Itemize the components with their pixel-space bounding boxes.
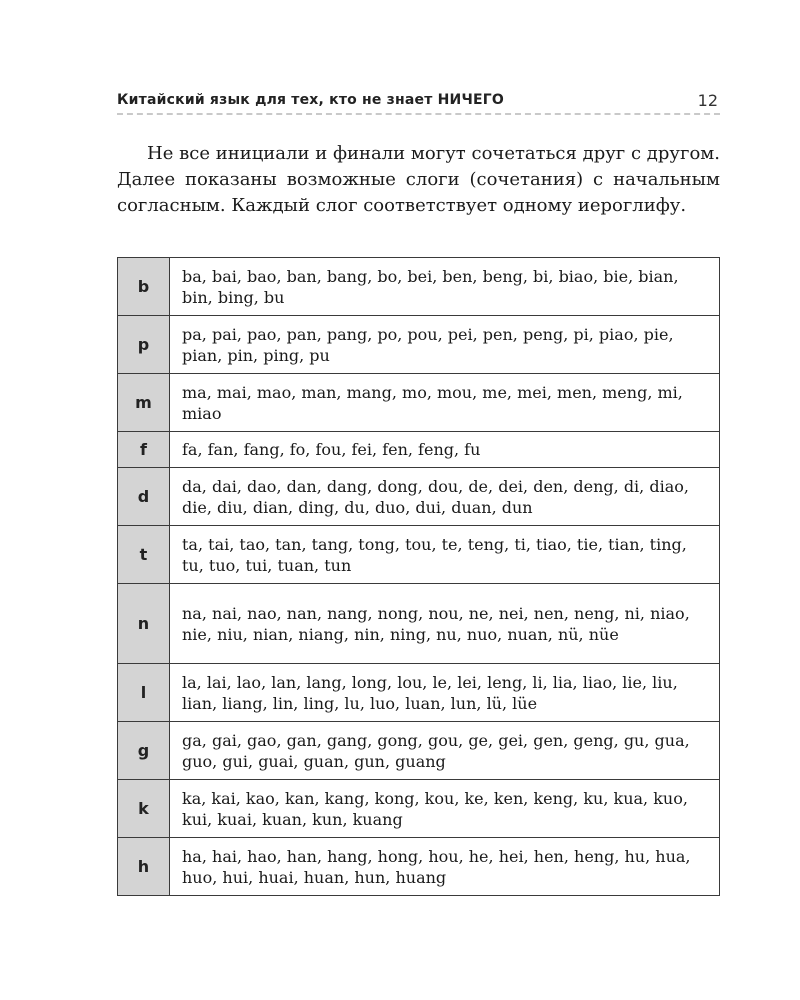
initial-cell: m [118, 374, 170, 432]
initial-cell: t [118, 526, 170, 584]
table-row [118, 526, 720, 584]
syllables-cell: da, dai, dao, dan, dang, dong, dou, de, dei, den, deng, di, diao, die, diu, dian, ding, du, duo, dui, duan, dun [170, 468, 720, 526]
initial-cell: h [118, 838, 170, 896]
page-number: 12 [692, 91, 718, 110]
syllables-cell: la, lai, lao, lan, lang, long, lou, le, lei, leng, li, lia, liao, lie, liu, lian, liang, lin, ling, lu, luo, luan, lun, lü, lüe [170, 664, 720, 722]
table-row [118, 780, 720, 838]
header-dashed-rule [117, 113, 720, 115]
table-row [118, 664, 720, 722]
intro-paragraph: Не все инициали и финали могут сочетаться друг с другом. Далее показаны возможные слоги (сочетания) с начальным согласным. Каждый слог соответствует одному иероглифу. [117, 143, 720, 216]
table-row [118, 722, 720, 780]
book-title: Китайский язык для тех, кто не знает НИЧЕГО [117, 92, 510, 108]
table-row [118, 838, 720, 896]
initial-cell: b [118, 258, 170, 316]
initial-cell: f [118, 432, 170, 468]
syllables-cell: ta, tai, tao, tan, tang, tong, tou, te, teng, ti, tiao, tie, tian, ting, tu, tuo, tui, tuan, tun [170, 526, 720, 584]
syllables-cell: ma, mai, mao, man, mang, mo, mou, me, mei, men, meng, mi, miao [170, 374, 720, 432]
table-row [118, 432, 720, 468]
syllables-cell: fa, fan, fang, fo, fou, fei, fen, feng, fu [170, 432, 720, 468]
running-header [117, 91, 720, 117]
table-row [118, 468, 720, 526]
syllables-cell: ha, hai, hao, han, hang, hong, hou, he, hei, hen, heng, hu, hua, huo, hui, huai, huan, hun, huang [170, 838, 720, 896]
table-row [118, 584, 720, 664]
syllables-cell: na, nai, nao, nan, nang, nong, nou, ne, nei, nen, neng, ni, niao, nie, niu, nian, niang, nin, ning, nu, nuo, nuan, nü, nüe [170, 584, 720, 664]
table-row [118, 316, 720, 374]
initial-cell: p [118, 316, 170, 374]
syllable-table [117, 257, 720, 896]
initial-cell: d [118, 468, 170, 526]
syllables-cell: pa, pai, pao, pan, pang, po, pou, pei, pen, peng, pi, piao, pie, pian, pin, ping, pu [170, 316, 720, 374]
syllables-cell: ba, bai, bao, ban, bang, bo, bei, ben, beng, bi, biao, bie, bian, bin, bing, bu [170, 258, 720, 316]
syllables-cell: ga, gai, gao, gan, gang, gong, gou, ge, gei, gen, geng, gu, gua, guo, gui, guai, guan, gun, guang [170, 722, 720, 780]
syllables-cell: ka, kai, kao, kan, kang, kong, kou, ke, ken, keng, ku, kua, kuo, kui, kuai, kuan, kun, kuang [170, 780, 720, 838]
table-row [118, 374, 720, 432]
initial-cell: n [118, 584, 170, 664]
initial-cell: k [118, 780, 170, 838]
initial-cell: l [118, 664, 170, 722]
initial-cell: g [118, 722, 170, 780]
table-row [118, 258, 720, 316]
